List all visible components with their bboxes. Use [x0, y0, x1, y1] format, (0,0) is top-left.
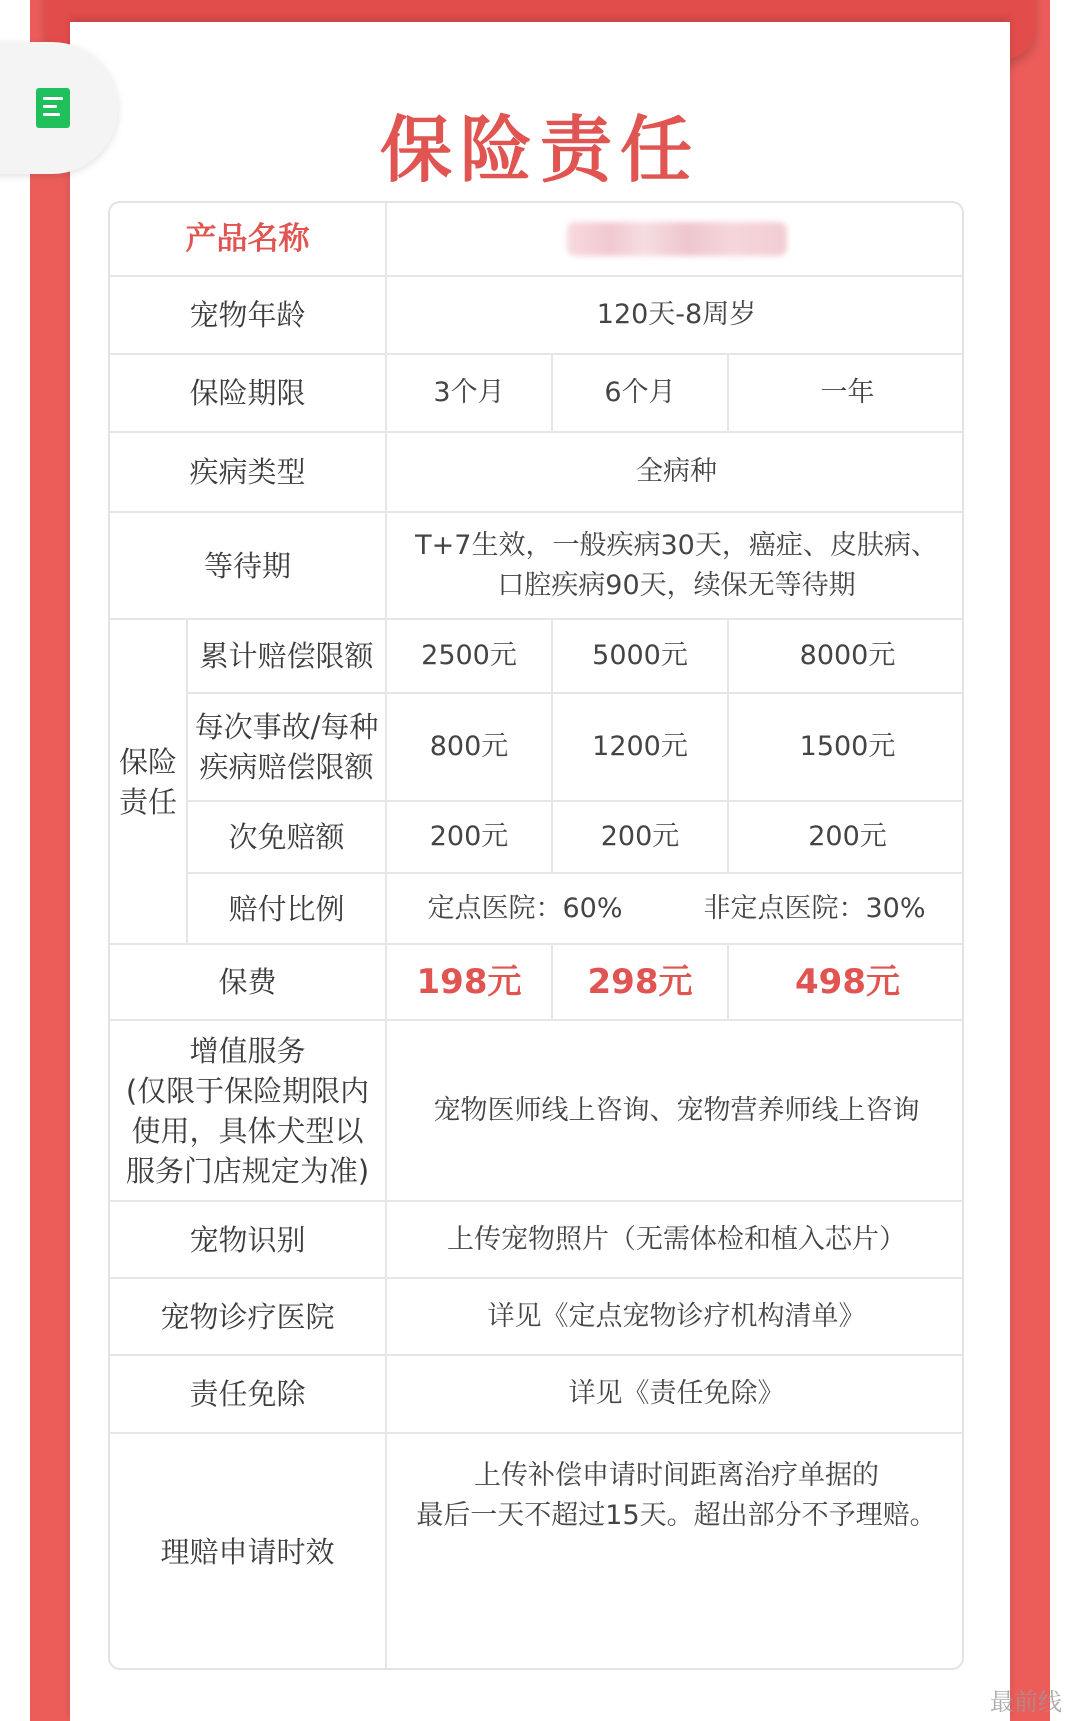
value-added-value: 宠物医师线上咨询、宠物营养师线上咨询 — [387, 1021, 964, 1202]
waiting-line-2: 口腔疾病90天，续保无等待期 — [497, 569, 856, 601]
ratio-designated: 定点医院：60% — [427, 892, 623, 924]
value-added-line-2: (仅限于保险期限内 — [125, 1073, 370, 1108]
ratio-value — [387, 874, 964, 945]
ratio-label: 赔付比例 — [188, 874, 387, 945]
premium-value-3: 498元 — [729, 945, 964, 1021]
age-value: 120天-8周岁 — [387, 277, 964, 355]
pet-id-label: 宠物识别 — [110, 1202, 387, 1279]
deductible-label: 次免赔额 — [188, 802, 387, 874]
cumulative-value-2: 5000元 — [553, 620, 729, 694]
disease-label: 疾病类型 — [110, 433, 387, 513]
claim-label: 理赔申请时效 — [110, 1434, 387, 1670]
term-value-3: 一年 — [729, 355, 964, 433]
value-added-line-1: 增值服务 — [189, 1033, 306, 1068]
waiting-label: 等待期 — [110, 513, 387, 620]
page-edge — [1050, 0, 1080, 1721]
hospital-label: 宠物诊疗医院 — [110, 1279, 387, 1356]
insurance-table — [108, 201, 964, 1670]
claim-line-1: 上传补偿申请时间距离治疗单据的 — [474, 1460, 879, 1491]
waiting-line-1: T+7生效，一般疾病30天，癌症、皮肤病、 — [415, 529, 938, 561]
disease-value: 全病种 — [387, 433, 964, 513]
per-incident-value-1: 800元 — [387, 694, 553, 802]
per-incident-value-3: 1500元 — [729, 694, 964, 802]
cumulative-label: 累计赔偿限额 — [188, 620, 387, 694]
product-name-value — [387, 203, 964, 277]
premium-value-1: 198元 — [387, 945, 553, 1021]
per-incident-line-1: 每次事故/每种 — [194, 710, 379, 744]
blurred-product-name — [567, 222, 787, 256]
claim-line-2: 最后一天不超过15天。超出部分不予理赔。 — [416, 1500, 937, 1531]
per-incident-value-2: 1200元 — [553, 694, 729, 802]
page-title: 保险责任 — [379, 108, 700, 192]
coverage-group-line-1: 保险 — [118, 744, 177, 779]
pet-id-value: 上传宠物照片（无需体检和植入芯片） — [387, 1202, 964, 1279]
document-icon — [36, 88, 70, 128]
term-label: 保险期限 — [110, 355, 387, 433]
cumulative-value-1: 2500元 — [387, 620, 553, 694]
cumulative-value-3: 8000元 — [729, 620, 964, 694]
value-added-line-4: 服务门店规定为准) — [125, 1153, 370, 1188]
per-incident-label — [188, 694, 387, 802]
coverage-group-line-2: 责任 — [118, 784, 177, 819]
age-label: 宠物年龄 — [110, 277, 387, 355]
term-value-1: 3个月 — [387, 355, 553, 433]
claim-value — [387, 1434, 964, 1670]
deductible-value-3: 200元 — [729, 802, 964, 874]
exclusion-value[interactable]: 详见《责任免除》 — [387, 1356, 964, 1434]
waiting-value — [387, 513, 964, 620]
product-name-label: 产品名称 — [110, 203, 387, 277]
value-added-line-3: 使用，具体犬型以 — [131, 1113, 364, 1148]
deductible-value-2: 200元 — [553, 802, 729, 874]
deductible-value-1: 200元 — [387, 802, 553, 874]
exclusion-label: 责任免除 — [110, 1356, 387, 1434]
term-value-2: 6个月 — [553, 355, 729, 433]
hospital-value[interactable]: 详见《定点宠物诊疗机构清单》 — [387, 1279, 964, 1356]
value-added-label — [110, 1021, 387, 1202]
premium-value-2: 298元 — [553, 945, 729, 1021]
ratio-non-designated: 非定点医院：30% — [703, 892, 926, 924]
premium-label: 保费 — [110, 945, 387, 1021]
coverage-group-label — [110, 620, 188, 945]
watermark: 最前线 — [990, 1688, 1062, 1716]
per-incident-line-2: 疾病赔偿限额 — [199, 750, 374, 784]
